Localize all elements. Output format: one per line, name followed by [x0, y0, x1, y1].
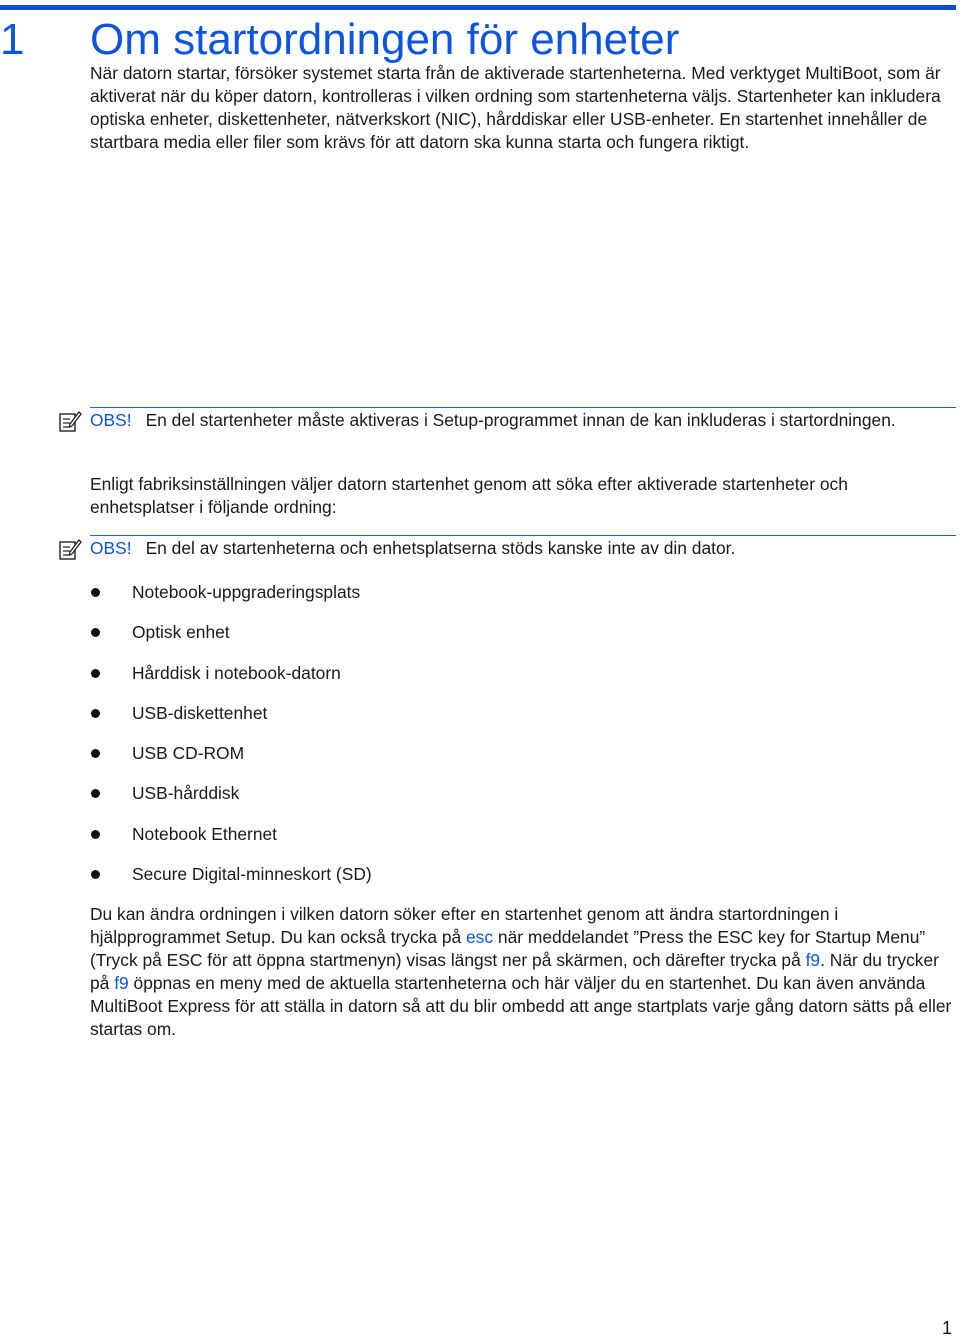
bullet-dot-icon: [91, 628, 100, 637]
closing-text: Du kan ändra ordningen i vilken datorn söker efter en startenhet genom att ändra startordningen i hjälpprogrammet Setup. Du kan också trycka på: [90, 904, 839, 947]
note-body: En del av startenheterna och enhetsplatserna stöds kanske inte av din dator.: [145, 538, 736, 558]
intro-paragraph: När datorn startar, försöker systemet starta från de aktiverade startenheterna. Med verktyget MultiBoot, som är aktiverat när du köper datorn, kontrolleras i vilken ordning som startenheterna väljs. Startenheter kan inkludera optiska enheter, diskettenheter, nätverkskort (NIC), hårddiskar eller USB-enheter. En startenhet innehåller de startbara media eller filer som krävs för att datorn ska kunna starta och fungera riktigt.: [90, 63, 941, 152]
list-item: [90, 701, 372, 741]
bullet-dot-icon: [91, 749, 100, 758]
page-number: 1: [941, 1318, 952, 1338]
list-item: [90, 822, 372, 862]
list-item: [90, 661, 372, 701]
list-item-label: Notebook-uppgraderingsplats: [132, 582, 361, 602]
list-item: [90, 862, 372, 902]
closing-text: öppnas en meny med de aktuella startenheterna och här väljer du en startenhet. Du kan även använda MultiBoot Express för att ställa in datorn så att du blir ombedd att ange startplats varje gång datorn sätts på eller startas om.: [90, 973, 952, 1039]
list-item: [90, 580, 372, 620]
list-item-label: USB-diskettenhet: [132, 702, 268, 723]
list-item-label: USB-hårddisk: [132, 783, 240, 804]
bullet-dot-icon: [91, 789, 100, 798]
key-f9: f9: [114, 973, 129, 993]
note-text: [90, 409, 956, 432]
bullet-dot-icon: [91, 830, 100, 839]
chapter-title: Om startordningen för enheter: [90, 15, 680, 64]
note-label: OBS!: [90, 538, 132, 558]
bullet-dot-icon: [91, 669, 100, 678]
note-pencil-icon: [58, 537, 82, 561]
list-item-label: USB CD-ROM: [132, 743, 245, 764]
note-rule: [90, 535, 956, 536]
list-item-label: Optisk enhet: [132, 622, 230, 643]
note-body: En del startenheter måste aktiveras i Setup-programmet innan de kan inkluderas i startordningen.: [145, 410, 896, 430]
closing-text: när meddelandet ”Press the ESC key for Startup Menu” (Tryck på ESC för att öppna startmenyn) visas längst ner på skärmen, och därefter trycka på: [90, 927, 926, 970]
key-esc: esc: [466, 927, 494, 947]
closing-text: . När du trycker på: [90, 950, 939, 993]
note-pencil-icon: [58, 409, 82, 433]
chapter-heading: [0, 14, 679, 66]
factory-paragraph: Enligt fabriksinställningen väljer datorn startenhet genom att söka efter aktiverade startenheter och enhetsplatser i följande ordning:: [90, 474, 848, 517]
bullet-dot-icon: [91, 709, 100, 718]
list-item: [90, 781, 372, 821]
list-item-label: Secure Digital-minneskort (SD): [132, 864, 372, 885]
header-rule: [0, 5, 956, 10]
bullet-dot-icon: [91, 870, 100, 879]
key-f9: f9: [805, 950, 821, 970]
bullet-dot-icon: [91, 588, 100, 597]
closing-paragraph: [90, 903, 956, 1041]
note-text: [90, 537, 956, 560]
note-label: OBS!: [90, 410, 132, 430]
note-rule: [90, 407, 956, 408]
list-item: [90, 620, 372, 660]
list-item-label: Hårddisk i notebook-datorn: [132, 662, 341, 683]
list-item: [90, 741, 372, 781]
list-item-label: Notebook Ethernet: [132, 823, 278, 844]
chapter-number: 1: [0, 15, 25, 64]
boot-device-list: [90, 580, 372, 902]
